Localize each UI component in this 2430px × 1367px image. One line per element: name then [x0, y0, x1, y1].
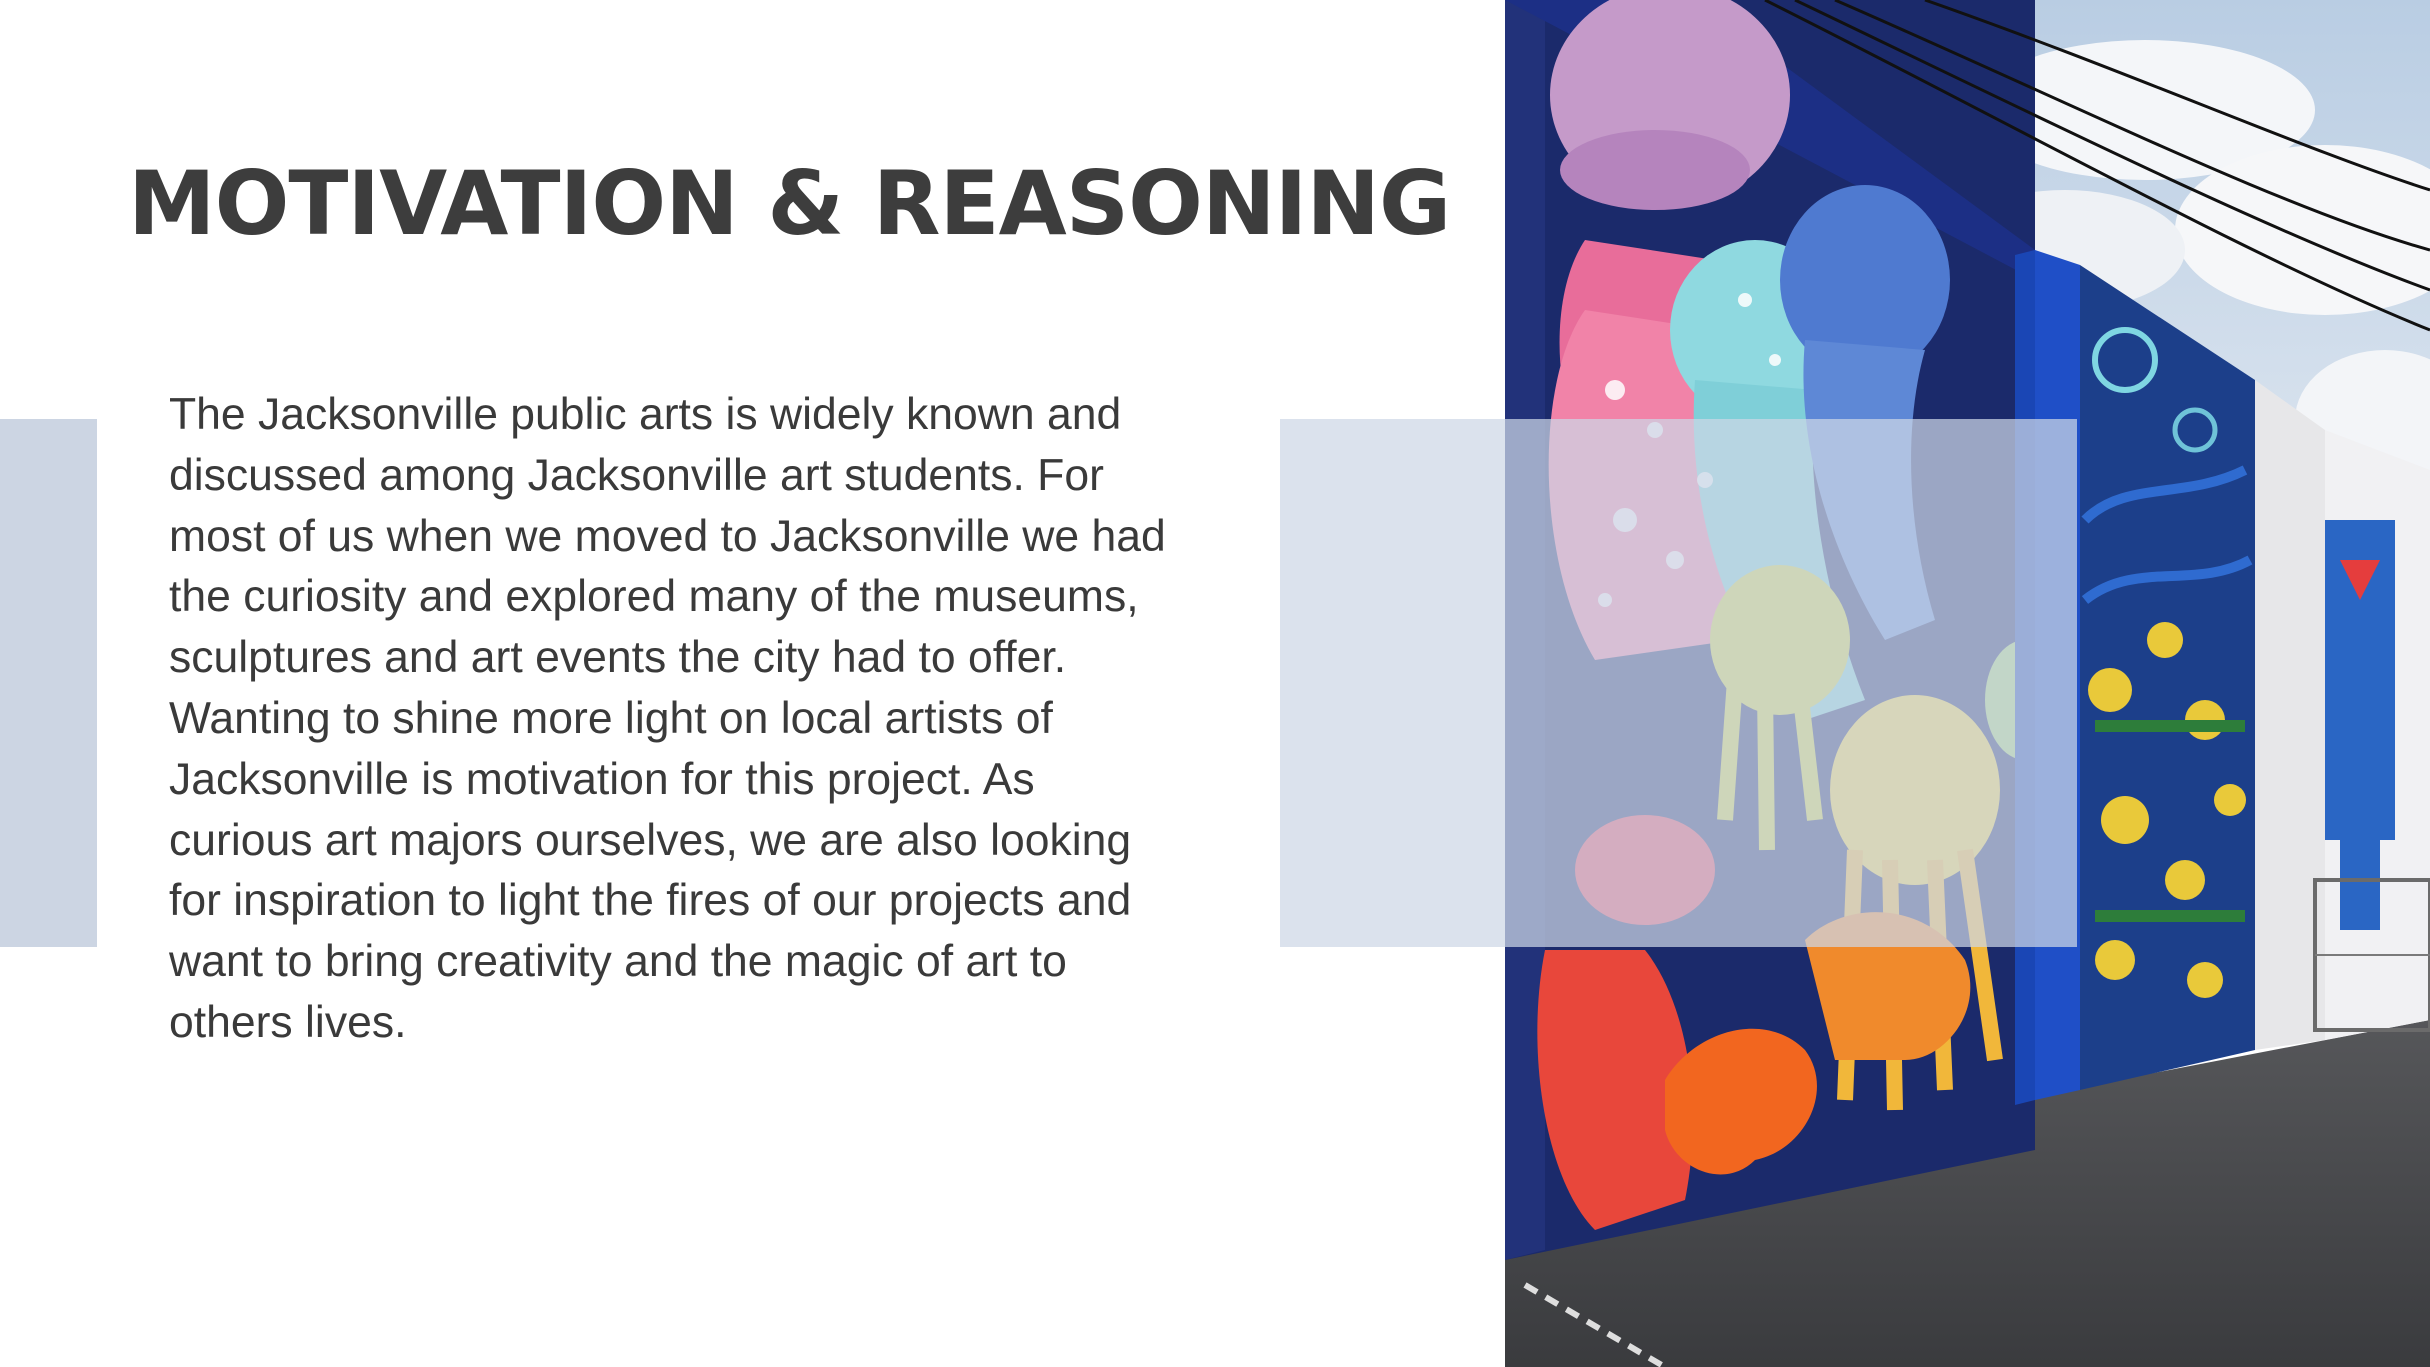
body-line: Wanting to shine more light on local artists of [169, 693, 1053, 743]
body-line: the curiosity and explored many of the museums, [169, 572, 1139, 622]
body-line: for inspiration to light the fires of our projects and [169, 876, 1132, 926]
body-line: Jacksonville is motivation for this project. As [169, 754, 1035, 804]
body-line: The Jacksonville public arts is widely known and [169, 390, 1122, 439]
body-line: sculptures and art events the city had to offer. [169, 633, 1067, 683]
body-line: others lives. [169, 997, 407, 1047]
accent-band-left [0, 419, 97, 947]
accent-band-overlay [1280, 419, 2077, 947]
slide-title: MOTIVATION & REASONING [128, 152, 1451, 255]
body-line: discussed among Jacksonville art students. For [169, 450, 1104, 500]
body-line: most of us when we moved to Jacksonville we had [169, 511, 1166, 561]
body-line: curious art majors ourselves, we are also looking [169, 815, 1132, 865]
body-line: want to bring creativity and the magic of art to [169, 937, 1067, 987]
body-paragraph [169, 385, 1229, 1054]
